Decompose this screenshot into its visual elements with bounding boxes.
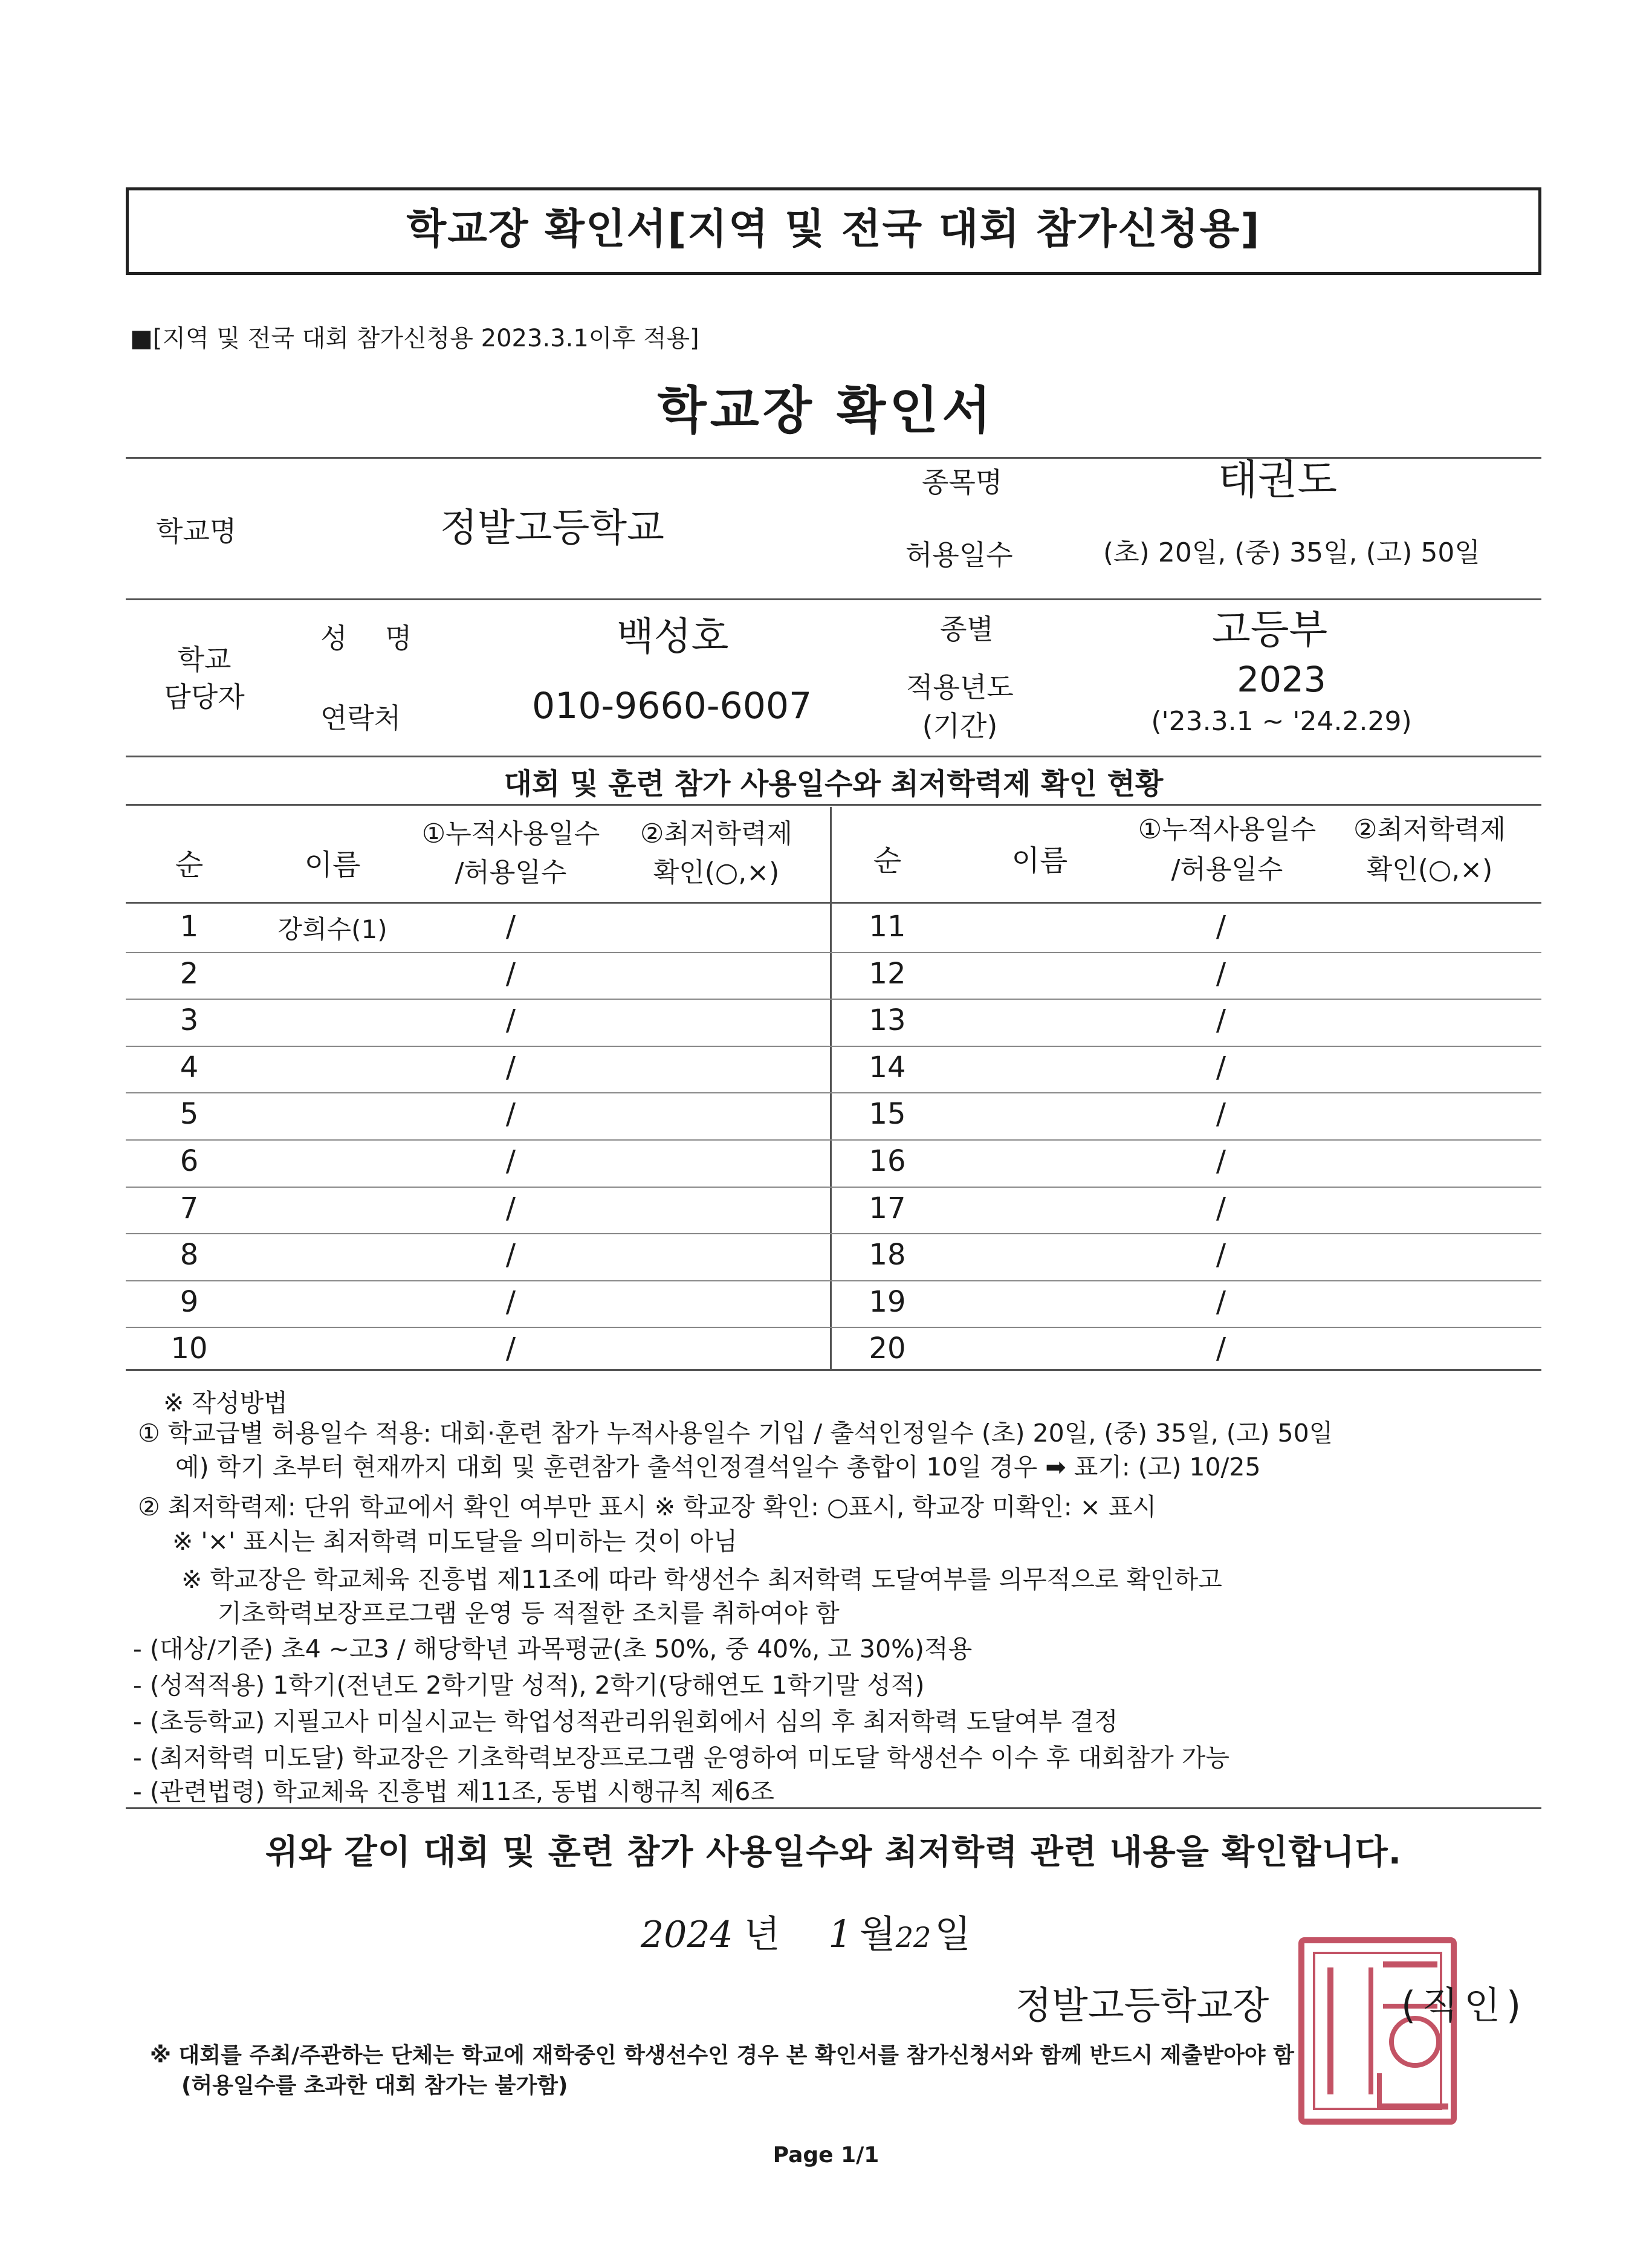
year-value: 2023 bbox=[1237, 659, 1326, 700]
date-day-unit: 일 bbox=[935, 1912, 971, 1956]
date-month-unit: 월 bbox=[859, 1912, 896, 1956]
th-min-right-line2: 확인(○,×) bbox=[1366, 854, 1493, 885]
table-row-divider bbox=[126, 1327, 1541, 1328]
date-month: 1 bbox=[828, 1912, 852, 1956]
table-cell-no: 5 bbox=[180, 1097, 199, 1132]
th-name-right: 이름 bbox=[1011, 844, 1068, 878]
table-cell-no: 2 bbox=[180, 956, 199, 991]
table-cell-days: / bbox=[505, 1284, 516, 1319]
manager-label-line2: 담당자 bbox=[164, 681, 245, 713]
table-cell-no: 8 bbox=[180, 1238, 199, 1272]
table-cell-no: 14 bbox=[869, 1050, 906, 1084]
table-cell-days: / bbox=[1216, 1284, 1226, 1319]
table-header-line bbox=[126, 902, 1541, 904]
table-row-divider bbox=[126, 1046, 1541, 1047]
table-cell-days: / bbox=[505, 910, 516, 944]
table-cell-days: / bbox=[505, 1050, 516, 1084]
table-cell-days: / bbox=[1216, 1332, 1226, 1366]
table-row-divider bbox=[126, 1233, 1541, 1234]
table-cell-days: / bbox=[505, 1144, 516, 1178]
th-days-left-line1: ①누적사용일수 bbox=[421, 818, 600, 849]
manager-label bbox=[144, 641, 265, 716]
th-no-left: 순 bbox=[175, 848, 204, 882]
note-2-sub2a: ※ 학교장은 학교체육 진흥법 제11조에 따라 학생선수 최저학력 도달여부를 의무적으로 확인하고 bbox=[181, 1565, 1222, 1594]
note-2: ② 최저학력제: 단위 학교에서 확인 여부만 표시 ※ 학교장 확인: ○표시, 학교장 미확인: × 표시 bbox=[138, 1492, 1157, 1521]
table-cell-days: / bbox=[1216, 1238, 1226, 1272]
table-cell-days: / bbox=[505, 1332, 516, 1366]
table-row-divider bbox=[126, 952, 1541, 953]
school-name-label: 학교명 bbox=[156, 515, 237, 548]
th-days-right-line2: /허용일수 bbox=[1171, 854, 1283, 885]
detail-1: - (대상/기준) 초4 ~고3 / 해당학년 과목평균(초 50%, 중 40%, 고 30%)적용 bbox=[133, 1634, 973, 1663]
table-cell-no: 20 bbox=[869, 1332, 906, 1366]
notice-text: [지역 및 전국 대회 참가신청용 2023.3.1이후 적용] bbox=[152, 325, 699, 352]
table-row-divider bbox=[126, 999, 1541, 1000]
table-cell-days: / bbox=[505, 1097, 516, 1132]
allowed-days-value: (초) 20일, (중) 35일, (고) 50일 bbox=[1103, 537, 1480, 568]
table-cell-no: 13 bbox=[869, 1003, 906, 1038]
contact-label: 연락처 bbox=[320, 702, 401, 734]
th-days-left bbox=[411, 815, 611, 892]
table-row-divider bbox=[126, 1139, 1541, 1141]
detail-5: - (관련법령) 학교체육 진흥법 제11조, 동법 시행규칙 제6조 bbox=[133, 1777, 775, 1806]
notice-line bbox=[130, 319, 699, 354]
table-cell-no: 6 bbox=[180, 1144, 199, 1178]
table-cell-days: / bbox=[505, 1003, 516, 1038]
table-cell-days: / bbox=[505, 1238, 516, 1272]
th-no-right: 순 bbox=[873, 844, 902, 878]
table-cell-no: 11 bbox=[869, 910, 906, 944]
notice-marker: ■ bbox=[130, 325, 153, 352]
year-label-line2: (기간) bbox=[922, 710, 998, 742]
table-cell-no: 18 bbox=[869, 1238, 906, 1272]
th-name-left: 이름 bbox=[304, 848, 361, 882]
table-cell-days: / bbox=[505, 956, 516, 991]
table-cell-days: / bbox=[1216, 1144, 1226, 1178]
table-center-divider bbox=[830, 807, 832, 1369]
contact-value: 010-9660-6007 bbox=[532, 685, 812, 727]
date-line bbox=[641, 1904, 971, 1958]
principal-label: 정발고등학교장 bbox=[1015, 1983, 1269, 2027]
note-1-example: 예) 학기 초부터 현재까지 대회 및 훈련참가 출석인정결석일수 총합이 10일 경우 ➡ 표기: (고) 10/25 bbox=[175, 1452, 1261, 1481]
footnote-line1: ※ 대회를 주최/주관하는 단체는 학교에 재학중인 학생선수인 경우 본 확인서를 참가신청서와 함께 반드시 제출받아야 함 bbox=[150, 2043, 1294, 2068]
school-name-value: 정발고등학교 bbox=[440, 506, 664, 551]
table-cell-no: 9 bbox=[180, 1284, 199, 1319]
official-seal bbox=[1298, 1937, 1457, 2125]
table-bottom-line bbox=[126, 1369, 1541, 1371]
footnote-line2: (허용일수를 초과한 대회 참가는 불가함) bbox=[181, 2073, 568, 2098]
doc-title: 학교장 확인서 bbox=[657, 381, 995, 440]
detail-3: - (초등학교) 지필고사 미실시교는 학업성적관리위원회에서 심의 후 최저학력 도달여부 결정 bbox=[133, 1707, 1118, 1736]
year-label bbox=[875, 668, 1045, 745]
table-cell-no: 12 bbox=[869, 956, 906, 991]
table-cell-no: 16 bbox=[869, 1144, 906, 1178]
date-day: 22 bbox=[895, 1921, 931, 1954]
table-cell-no: 4 bbox=[180, 1050, 199, 1084]
table-row-divider bbox=[126, 1092, 1541, 1093]
year-label-line1: 적용년도 bbox=[906, 671, 1014, 704]
period-value: ('23.3.1 ~ '24.2.29) bbox=[1151, 706, 1412, 737]
date-year-unit: 년 bbox=[743, 1912, 780, 1956]
th-min-left-line2: 확인(○,×) bbox=[653, 857, 780, 888]
note-2-sub2b: 기초학력보장프로그램 운영 등 적절한 조치를 취하여야 함 bbox=[218, 1599, 840, 1628]
table-cell-no: 19 bbox=[869, 1284, 906, 1319]
table-cell-name: 강희수(1) bbox=[277, 915, 387, 944]
status-title: 대회 및 훈련 참가 사용일수와 최저학력제 확인 현황 bbox=[504, 767, 1164, 801]
notes-bottom-line bbox=[126, 1807, 1541, 1809]
detail-2: - (성적적용) 1학기(전년도 2학기말 성적), 2학기(당해연도 1학기말 성적) bbox=[133, 1671, 925, 1700]
th-days-right-line1: ①누적사용일수 bbox=[1138, 814, 1317, 845]
note-1: ① 학교급별 허용일수 적용: 대회·훈련 참가 누적사용일수 기입 / 출석인정일수 (초) 20일, (중) 35일, (고) 50일 bbox=[138, 1419, 1333, 1448]
table-cell-no: 3 bbox=[180, 1003, 199, 1038]
name-label: 성 명 bbox=[320, 622, 427, 655]
th-min-left bbox=[611, 815, 822, 892]
manager-label-line1: 학교 bbox=[177, 643, 232, 676]
sport-value: 태권도 bbox=[1218, 456, 1338, 504]
info-bottom-line bbox=[126, 756, 1541, 757]
th-days-left-line2: /허용일수 bbox=[455, 857, 567, 888]
table-cell-no: 1 bbox=[180, 910, 199, 944]
table-cell-no: 17 bbox=[869, 1191, 906, 1225]
seal-label: (직인) bbox=[1401, 1983, 1527, 2027]
table-cell-no: 15 bbox=[869, 1097, 906, 1132]
table-top-line bbox=[126, 804, 1541, 806]
table-row-divider bbox=[126, 1187, 1541, 1188]
table-cell-days: / bbox=[1216, 1050, 1226, 1084]
th-min-right-line1: ②최저학력제 bbox=[1353, 814, 1506, 845]
date-year: 2024 bbox=[641, 1914, 733, 1956]
sport-label: 종목명 bbox=[922, 466, 1003, 499]
table-row-divider bbox=[126, 1280, 1541, 1281]
table-cell-days: / bbox=[1216, 1003, 1226, 1038]
table-cell-no: 10 bbox=[170, 1332, 208, 1366]
division-label: 종별 bbox=[940, 613, 994, 646]
detail-4: - (최저학력 미도달) 학교장은 기초학력보장프로그램 운영하여 미도달 학생선수 이수 후 대회참가 가능 bbox=[133, 1743, 1229, 1772]
confirm-statement: 위와 같이 대회 및 훈련 참가 사용일수와 최저학력 관련 내용을 확인합니다. bbox=[265, 1833, 1402, 1872]
allowed-days-label: 허용일수 bbox=[905, 539, 1013, 571]
method-title: ※ 작성방법 bbox=[163, 1388, 288, 1417]
info-mid-line bbox=[126, 598, 1541, 600]
th-days-right bbox=[1121, 810, 1333, 890]
name-value: 백성호 bbox=[617, 615, 729, 659]
table-cell-days: / bbox=[505, 1191, 516, 1225]
table-cell-days: / bbox=[1216, 1191, 1226, 1225]
table-cell-no: 7 bbox=[180, 1191, 199, 1225]
note-2-sub1: ※ '×' 표시는 최저학력 미도달을 의미하는 것이 아님 bbox=[172, 1527, 737, 1556]
page-number: Page 1/1 bbox=[773, 2143, 879, 2168]
banner-title: 학교장 확인서[지역 및 전국 대회 참가신청용] bbox=[406, 206, 1261, 253]
table-cell-days: / bbox=[1216, 1097, 1226, 1132]
table-cell-days: / bbox=[1216, 910, 1226, 944]
division-value: 고등부 bbox=[1212, 606, 1328, 653]
th-min-left-line1: ②최저학력제 bbox=[640, 818, 792, 849]
th-min-right bbox=[1324, 810, 1535, 890]
table-cell-days: / bbox=[1216, 956, 1226, 991]
